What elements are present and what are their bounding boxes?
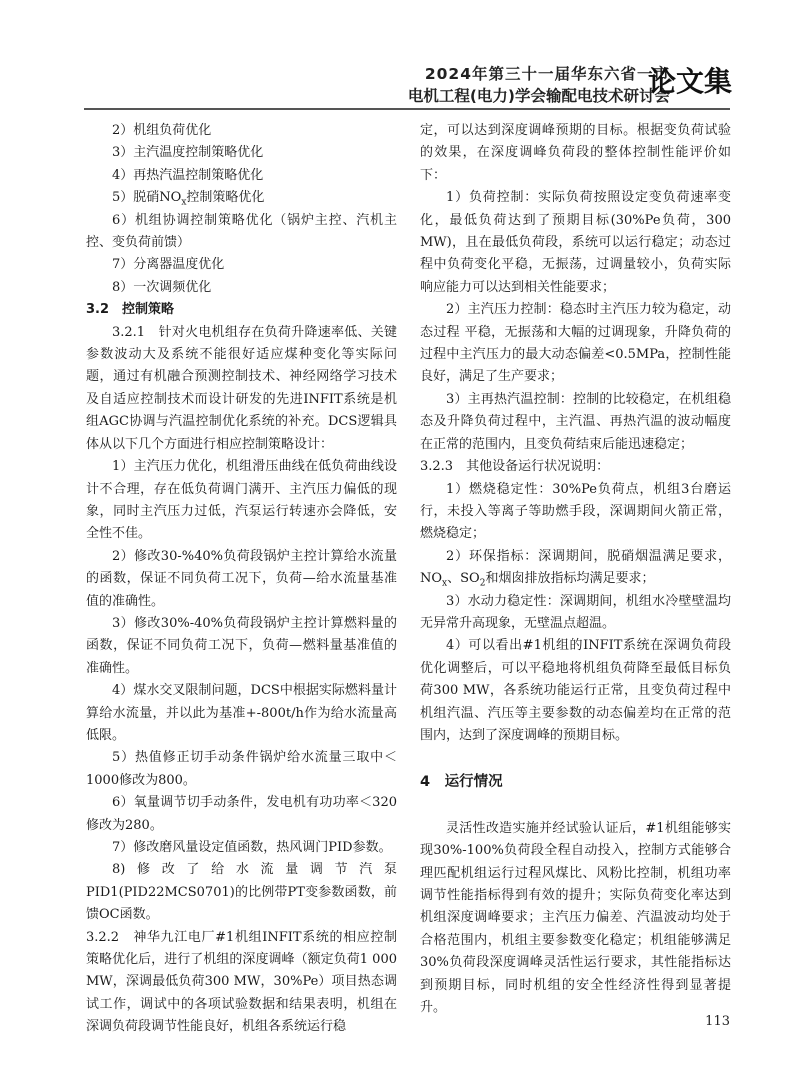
left-column (86, 120, 397, 1039)
header-brand: 论文集 (647, 65, 732, 98)
so2-label: 、SO (447, 571, 480, 587)
equipment-item (420, 546, 731, 591)
list-item: 4）再热汽温控制策略优化 (112, 167, 264, 183)
list-item: 3）主汽温度控制策略优化 (112, 145, 264, 161)
list-item (86, 187, 397, 209)
header-divider (84, 108, 730, 110)
page-header (0, 0, 800, 112)
list-item: 6）机组协调控制策略优化（锅炉主控、汽机主控、变负荷前馈） (86, 212, 397, 251)
paragraph-4: 灵活性改造实施并经试验认证后，#1机组能够实现30%-100%负荷段全程自动投入，控制方式能够合理匹配机组运行过程风煤比、风粉比控制，机组功率调节性能指标得到有效的提升；实际负荷变化率达到机组深度调峰要求；主汽压力偏差、汽温波动均处于合格范围内，机组主要参数变化稳定；机组能够满足30%负荷段深度调峰灵活性运行要求，其性能指标达到预期目标，同时机组的安全性经济性得到显著提升。 (420, 820, 731, 1016)
strategy-item: 6）氧量调节切手动条件，发电机有功功率＜320修改为280。 (86, 795, 397, 833)
e2-prefix: 2）环保指标：深调期间，脱硝烟温满足要求， (446, 548, 731, 564)
strategy-item: 5）热值修正切手动条件锅炉给水流量三取中＜1000修改为800。 (86, 750, 397, 788)
evaluation-item: 2）主汽压力控制：稳态时主汽压力较为稳定，动态过程 平稳，无振荡和大幅的过调现象，升降负荷的过程中主汽压力的最大动态偏差<0.5MPa，控制性能良好，满足了生产要求； (420, 302, 731, 385)
list-item: 8）一次调频优化 (112, 279, 212, 295)
equipment-item: 3）水动力稳定性：深调期间，机组水冷壁壁温均无异常升高现象，无壁温点超温。 (420, 593, 731, 631)
header-conference-line1: 2024年第三十一届华东六省一市 (424, 65, 670, 83)
strategy-item: 2）修改30-%40%负荷段锅炉主控计算给水流量的函数，保证不同负荷工况下，负荷—给水流量基准值的准确性。 (86, 548, 397, 609)
strategy-item: 7）修改磨风量设定值函数，热风调门PID参数。 (112, 840, 392, 855)
item5-prefix: 5）脱硝NO (112, 190, 182, 206)
item5-subscript: x (181, 197, 187, 208)
list-item: 7）分离器温度优化 (112, 257, 225, 273)
nox-subscript: x (442, 578, 448, 589)
header-conference-line2: 电机工程(电力)学会输配电技术研讨会 (407, 87, 670, 105)
paragraph-3-2-2: 3.2.2 神华九江电厂#1机组INFIT系统的相应控制策略优化后，进行了机组的深度调峰（额定负荷1 000 MW，深调最低负荷300 MW，30%Pe）项目热态调试工作，调试中的各项试验数据和结果表明，机组在深调负荷段调节性能良好，机组各系统运行稳 (86, 929, 397, 1035)
item5-suffix: 控制策略优化 (186, 190, 265, 206)
strategy-item: 3）修改30%-40%负荷段锅炉主控计算燃料量的函数，保证不同负荷工况下，负荷—燃料量基准值的准确性。 (86, 615, 397, 676)
so2-subscript: 2 (479, 578, 486, 589)
strategy-item: 8)修改了给水流量调节汽泵PID1(PID22MCS0701)的比例带PT变参数函数，前馈OC函数。 (86, 862, 397, 923)
page-number: 113 (705, 1014, 730, 1029)
strategy-item: 1）主汽压力优化，机组滑压曲线在低负荷曲线设计不合理，存在低负荷调门满开、主汽压力偏低的现象，同时主汽压力过低，汽泵运行转速亦会降低，安全性不佳。 (86, 459, 397, 542)
list-item: 2）机组负荷优化 (112, 123, 212, 138)
e2-suffix: 和烟囱排放指标均满足要求； (485, 571, 655, 587)
subsection-heading-3-2-3: 3.2.3 其他设备运行状况说明： (420, 459, 610, 475)
right-column (420, 120, 731, 1019)
nox-label: NO (420, 571, 443, 587)
section-heading-4: 4 运行情况 (420, 774, 503, 791)
strategy-item: 4）煤水交叉限制问题，DCS中根据实际燃料量计算给水流量，并以此为基准+-800t/h作为给水流量高低限。 (86, 683, 397, 743)
evaluation-item: 3）主再热汽温控制：控制的比较稳定，在机组稳态及升降负荷过程中，主汽温、再热汽温的波动幅度在正常的范围内，且变负荷结束后能迅速稳定； (420, 391, 731, 452)
equipment-item: 4）可以看出#1机组的INFIT系统在深调负荷段优化调整后，可以平稳地将机组负荷降至最低目标负荷300 MW，各系统功能运行正常，且变负荷过程中机组汽温、汽压等主要参数的动态偏差均在正常的范围内，达到了深度调峰的预期目标。 (420, 638, 731, 743)
equipment-item: 1）燃烧稳定性：30%Pe负荷点，机组3台磨运行，未投入等离子等助燃手段，深调期间火箭正常，燃烧稳定； (420, 481, 731, 542)
paragraph-continued: 定，可以达到深度调峰预期的目标。根据变负荷试验的效果，在深度调峰负荷段的整体控制性能评价如下： (420, 123, 731, 183)
section-heading-3-2: 3.2 控制策略 (86, 302, 175, 318)
evaluation-item: 1）负荷控制：实际负荷按照设定变负荷速率变化，最低负荷达到了预期目标(30%Pe负荷，300 MW)，且在最低负荷段，系统可以运行稳定；动态过程中负荷变化平稳，无振荡，过调量较小，负荷实际响应能力可以达到相关性能要求； (420, 190, 731, 295)
paragraph-3-2-1: 3.2.1 针对火电机组存在负荷升降速率低、关键参数波动大及系统不能很好适应煤种变化等实际问题，通过有机融合预测控制技术、神经网络学习技术及自适应控制技术而设计研发的先进INFIT系统是机组AGC协调与汽温控制优化系统的补充。DCS逻辑具体从以下几个方面进行相应控制策略设计： (86, 324, 397, 452)
